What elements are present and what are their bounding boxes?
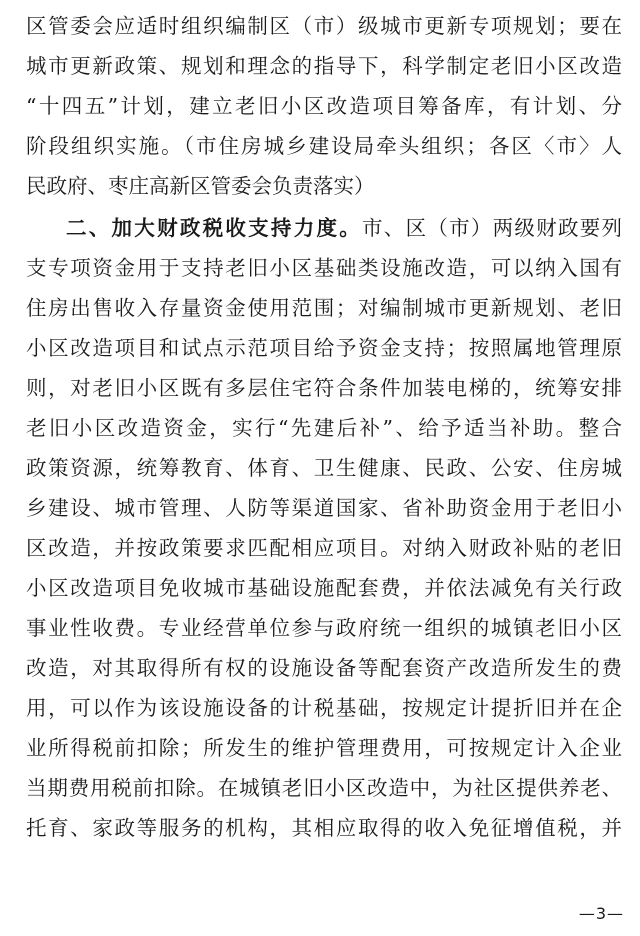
body-line: 政策资源，统筹教育、体育、卫生健康、民政、公安、住房城 xyxy=(26,456,622,480)
section-heading-rest: 市、区（市）两级财政要列 xyxy=(362,216,623,240)
body-line: 老旧小区改造资金，实行“先建后补”、给予适当补助。整合 xyxy=(26,416,622,440)
body-line: 小区改造项目和试点示范项目给予资金支持；按照属地管理原 xyxy=(26,336,622,360)
section-first-line xyxy=(66,208,622,248)
intro-line: 民政府、枣庄高新区管委会负责落实） xyxy=(26,174,375,198)
body-line: 托育、家政等服务的机构，其相应取得的收入免征增值税，并 xyxy=(26,816,622,840)
body-line: 小区改造项目免收城市基础设施配套费，并依法减免有关行政 xyxy=(26,576,622,600)
body-line: 则，对老旧小区既有多层住宅符合条件加装电梯的，统筹安排 xyxy=(26,376,622,400)
body-line: 区改造，并按政策要求匹配相应项目。对纳入财政补贴的老旧 xyxy=(26,536,622,560)
intro-line: 城市更新政策、规划和理念的指导下，科学制定老旧小区改造 xyxy=(26,54,622,78)
body-line: 支专项资金用于支持老旧小区基础类设施改造，可以纳入国有 xyxy=(26,256,622,280)
body-line: 事业性收费。专业经营单位参与政府统一组织的城镇老旧小区 xyxy=(26,616,622,640)
page-number: —3— xyxy=(578,904,624,923)
body-line: 改造，对其取得所有权的设施设备等配套资产改造所发生的费 xyxy=(26,656,622,680)
body-line: 乡建设、城市管理、人防等渠道国家、省补助资金用于老旧小 xyxy=(26,496,622,520)
body-line: 住房出售收入存量资金使用范围；对编制城市更新规划、老旧 xyxy=(26,296,622,320)
section-heading: 二、加大财政税收支持力度。 xyxy=(66,216,363,240)
intro-line: 区管委会应适时组织编制区（市）级城市更新专项规划；要在 xyxy=(26,14,622,38)
intro-line: “十四五”计划，建立老旧小区改造项目筹备库，有计划、分 xyxy=(26,94,622,118)
body-line: 当期费用税前扣除。在城镇老旧小区改造中，为社区提供养老、 xyxy=(26,776,622,800)
body-line: 用，可以作为该设施设备的计税基础，按规定计提折旧并在企 xyxy=(26,696,622,720)
body-line: 业所得税前扣除；所发生的维护管理费用，可按规定计入企业 xyxy=(26,736,622,760)
intro-line: 阶段组织实施。（市住房城乡建设局牵头组织；各区〈市〉人 xyxy=(26,134,622,158)
